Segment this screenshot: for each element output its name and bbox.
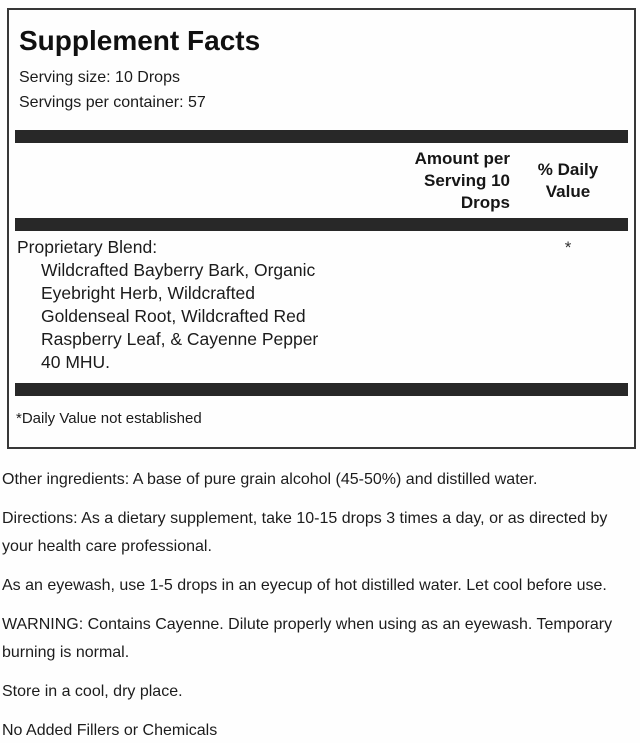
- daily-value-asterisk: *: [564, 238, 572, 257]
- table-header-row: [9, 143, 634, 218]
- label-info-text: [2, 466, 636, 743]
- servings-per-container-text: Servings per container: 57: [19, 94, 206, 111]
- amount-header-line: Amount per: [414, 149, 510, 168]
- daily-value-header-line: Value: [545, 182, 591, 201]
- supplement-facts-panel: [7, 8, 636, 449]
- panel-title: Supplement Facts: [19, 25, 261, 56]
- eyewash-text: As an eyewash, use 1-5 drops in an eyecup of hot distilled water. Let cool before use.: [2, 577, 607, 594]
- ingredient-line: Raspberry Leaf, & Cayenne Pepper: [41, 329, 319, 349]
- other-ingredients-text: Other ingredients: A base of pure grain alcohol (45-50%) and distilled water.: [2, 471, 538, 488]
- proprietary-blend-cell: [17, 236, 318, 374]
- daily-value-header-line: % Daily: [537, 160, 599, 179]
- table-row: [9, 231, 634, 383]
- divider-bar-bottom: [15, 383, 628, 396]
- serving-size-text: Serving size: 10 Drops: [19, 69, 180, 86]
- daily-value-header: [528, 159, 608, 203]
- daily-value-footnote: *Daily Value not established: [16, 410, 202, 427]
- ingredient-list: [17, 259, 318, 374]
- divider-bar-top: [15, 130, 628, 143]
- ingredient-line: Goldenseal Root, Wildcrafted Red: [41, 306, 306, 326]
- amount-header-line: Drops: [460, 193, 510, 212]
- warning-text: WARNING: Contains Cayenne. Dilute properly when using as an eyewash. Temporary burning is normal.: [2, 616, 613, 661]
- no-fillers-text: No Added Fillers or Chemicals: [2, 722, 218, 739]
- directions-text: Directions: As a dietary supplement, take 10-15 drops 3 times a day, or as directed by your health care professional.: [2, 510, 608, 555]
- amount-per-serving-header: [382, 148, 510, 214]
- amount-header-line: Serving 10: [424, 171, 510, 190]
- supplement-label-page: [0, 8, 640, 743]
- ingredient-line: Eyebright Herb, Wildcrafted: [41, 283, 255, 303]
- divider-bar-middle: [15, 218, 628, 231]
- proprietary-blend-name: Proprietary Blend:: [17, 237, 158, 257]
- storage-text: Store in a cool, dry place.: [2, 683, 183, 700]
- ingredient-line: 40 MHU.: [41, 352, 111, 372]
- ingredient-line: Wildcrafted Bayberry Bark, Organic: [41, 260, 316, 280]
